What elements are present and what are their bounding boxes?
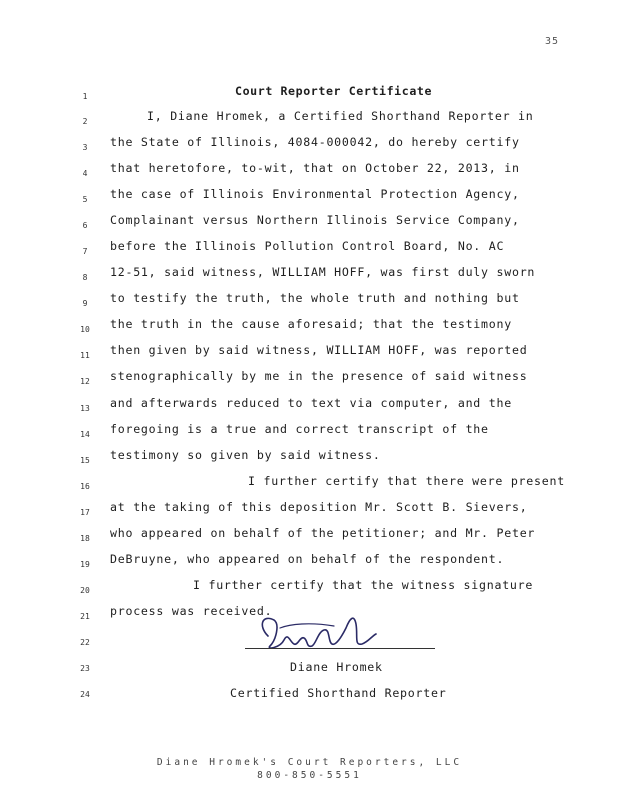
line-number: 19 [80,560,90,569]
transcript-line: then given by said witness, WILLIAM HOFF, was reported [110,343,528,357]
transcript-line: process was received. [110,604,273,618]
transcript-line: 12-51, said witness, WILLIAM HOFF, was first duly sworn [110,265,536,279]
transcript-line: foregoing is a true and correct transcript of the [110,422,489,436]
transcript-line: before the Illinois Pollution Control Board, No. AC [110,239,505,253]
line-number: 11 [80,351,90,360]
handwritten-signature [250,606,380,658]
line-number: 13 [80,404,90,413]
footer-phone: 800-850-5551 [257,770,362,781]
line-number: 23 [80,664,90,673]
transcript-line: stenographically by me in the presence of said witness [110,369,528,383]
transcript-line: who appeared on behalf of the petitioner; and Mr. Peter [110,526,536,540]
line-number: 4 [82,169,88,178]
line-number: 16 [80,482,90,491]
signature-line [245,648,435,649]
transcript-line: the truth in the cause aforesaid; that the testimony [110,317,512,331]
line-number: 1 [82,92,88,101]
line-number: 7 [82,247,88,256]
transcript-line: the case of Illinois Environmental Protection Agency, [110,187,520,201]
transcript-line: the State of Illinois, 4084-000042, do hereby certify [110,135,520,149]
line-number: 8 [82,273,88,282]
page-number: 35 [545,36,560,47]
line-number: 12 [80,377,90,386]
line-number: 17 [80,508,90,517]
transcript-line: to testify the truth, the whole truth and nothing but [110,291,520,305]
line-number: 22 [80,638,90,647]
transcript-line: DeBruyne, who appeared on behalf of the respondent. [110,552,505,566]
transcript-line: that heretofore, to-wit, that on October 22, 2013, in [110,161,520,175]
signer-title: Certified Shorthand Reporter [230,686,447,700]
line-number: 5 [82,195,88,204]
line-number: 21 [80,612,90,621]
line-number: 14 [80,430,90,439]
line-number: 18 [80,534,90,543]
line-number: 20 [80,586,90,595]
transcript-line: I further certify that there were present [248,474,565,488]
line-number: 10 [80,325,90,334]
line-number: 2 [82,117,88,126]
transcript-line: I, Diane Hromek, a Certified Shorthand Reporter in [147,109,534,123]
page-title: Court Reporter Certificate [235,84,433,98]
line-number: 15 [80,456,90,465]
line-number: 3 [82,143,88,152]
transcript-line: Complainant versus Northern Illinois Service Company, [110,213,520,227]
line-number: 9 [82,299,88,308]
line-number: 24 [80,690,90,699]
transcript-line: at the taking of this deposition Mr. Scott B. Sievers, [110,500,528,514]
footer-company: Diane Hromek's Court Reporters, LLC [156,757,463,768]
signer-name: Diane Hromek [290,660,383,674]
transcript-line: I further certify that the witness signature [193,578,534,592]
transcript-line: testimony so given by said witness. [110,448,381,462]
line-number: 6 [82,221,88,230]
transcript-line: and afterwards reduced to text via computer, and the [110,396,512,410]
